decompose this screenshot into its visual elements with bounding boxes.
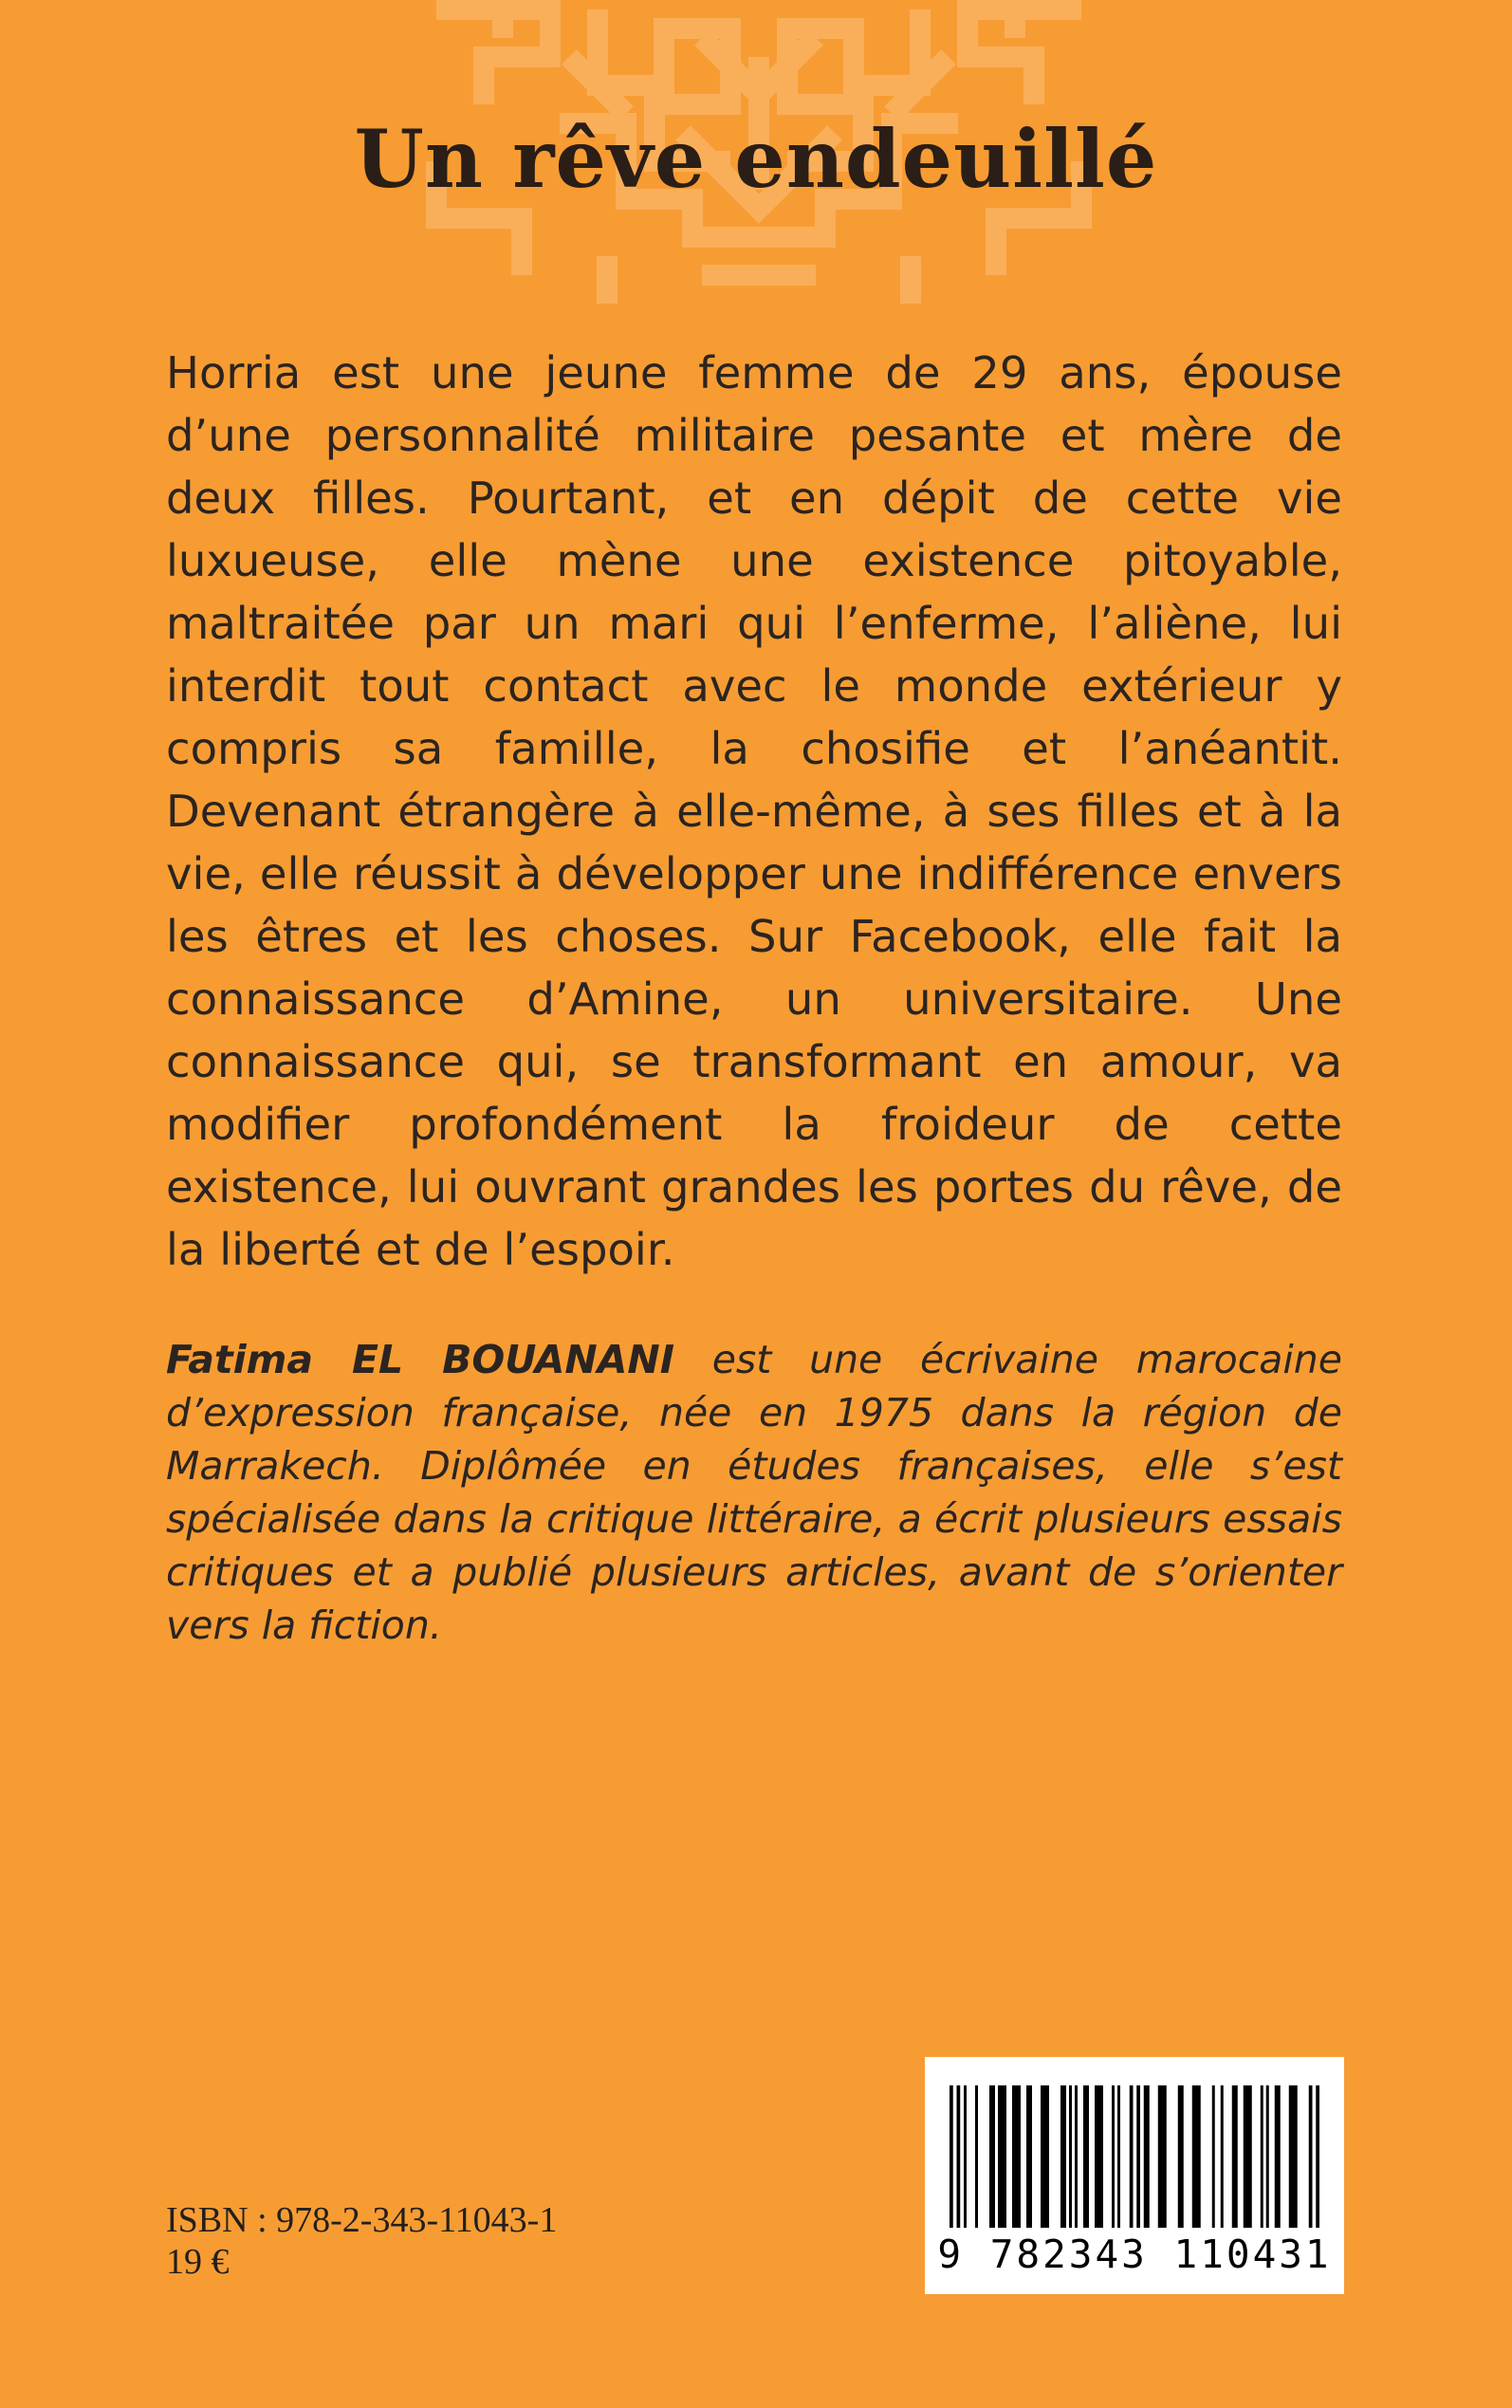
barcode-bar — [1069, 2085, 1072, 2228]
barcode-panel — [925, 2057, 1344, 2294]
barcode-bar — [1316, 2085, 1319, 2228]
barcode-bar — [1060, 2085, 1066, 2228]
barcode-bar — [1309, 2085, 1313, 2228]
book-blurb: Horria est une jeune femme de 29 ans, épouse d’une personnalité militaire pesante et mère de deux filles. Pourtant, et en dépit de cette vie luxueuse, elle mène une existence pitoyable, maltraitée par un mari qui l’enferme, l’aliène, lui interdit tout contact avec le monde extérieur y compris sa famille, la chosifie et l’anéantit. Devenant étrangère à elle-même, à ses filles et à la vie, elle réussit à développer une indifférence envers les êtres et les choses. Sur Facebook, elle fait la connaissance d’Amine, un universitaire. Une connaissance qui, se transformant en amour, va modifier profondément la froideur de cette existence, lui ouvrant grandes les portes du rêve, de la liberté et de l’espoir. — [166, 347, 1342, 1275]
barcode-icon — [944, 2085, 1325, 2228]
barcode-bar — [964, 2085, 967, 2228]
barcode-bar — [957, 2085, 961, 2228]
barcode-bar — [1075, 2085, 1078, 2228]
author-bio — [166, 1333, 1342, 1652]
barcode-bar — [1289, 2085, 1298, 2228]
barcode-bar — [1083, 2085, 1089, 2228]
barcode-bar — [1275, 2085, 1281, 2228]
barcode-bar — [1117, 2085, 1120, 2228]
barcode-bar — [1095, 2085, 1103, 2228]
barcode-bar — [950, 2085, 953, 2228]
barcode-bar — [998, 2085, 1006, 2228]
barcode-bar — [1041, 2085, 1049, 2228]
barcode-bar — [1178, 2085, 1184, 2228]
barcode-bar — [1026, 2085, 1032, 2228]
barcode-digits: 9 782343 110431 — [937, 2232, 1332, 2277]
author-bio-text: est une écrivaine marocaine d’expression française, née en 1975 dans la région de Marrakech. Diplômée en études françaises, elle s’est spécialisée dans la critique littéraire, a écrit plusieurs essais critiques et a publié plusieurs articles, avant de s’orienter vers la fiction. — [166, 1337, 1343, 1648]
barcode-bar — [1192, 2085, 1201, 2228]
barcode-bar — [1144, 2085, 1150, 2228]
author-name: Fatima EL BOUANANI — [166, 1337, 674, 1382]
barcode-bar — [1130, 2085, 1134, 2228]
barcode-bar — [1232, 2085, 1238, 2228]
barcode-bar — [1136, 2085, 1140, 2228]
book-title: Un rêve endeuillé — [354, 112, 1158, 206]
barcode-bar — [1261, 2085, 1263, 2228]
barcode-bar — [975, 2085, 978, 2228]
barcode-bar — [1266, 2085, 1269, 2228]
barcode-bar — [1221, 2085, 1224, 2228]
isbn-label: ISBN : 978-2-343-11043-1 — [166, 2200, 558, 2240]
barcode-bar — [1158, 2085, 1167, 2228]
barcode-bar — [1112, 2085, 1115, 2228]
price-label: 19 € — [166, 2242, 230, 2282]
barcode-bar — [1012, 2085, 1021, 2228]
barcode-bar — [989, 2085, 995, 2228]
barcode-bar — [1244, 2085, 1252, 2228]
barcode-bar — [1212, 2085, 1215, 2228]
